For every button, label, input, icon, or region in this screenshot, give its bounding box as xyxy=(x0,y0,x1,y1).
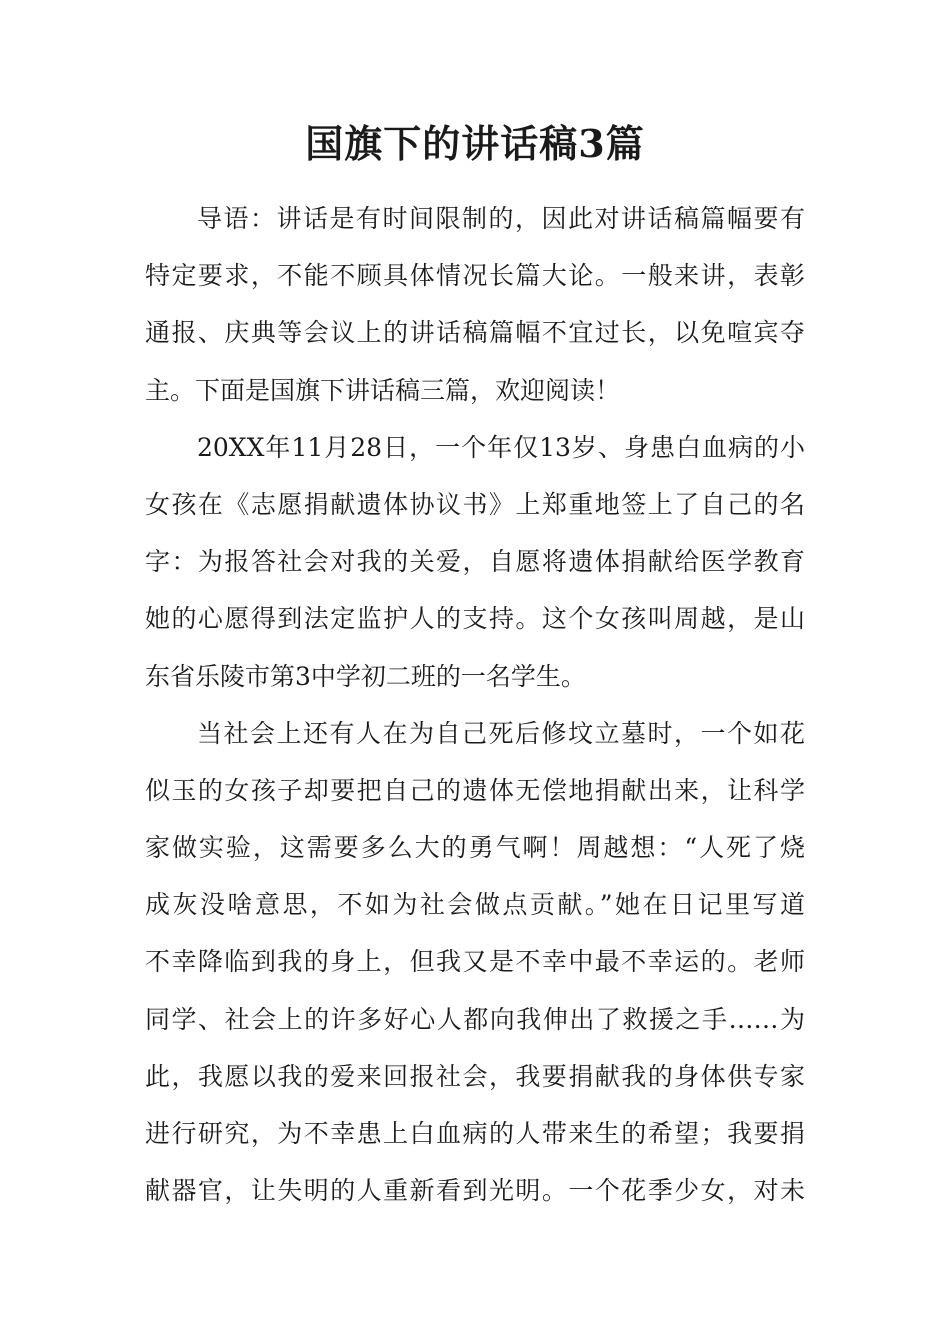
body-line: 东省乐陵市第3中学初二班的一名学生。 xyxy=(145,661,586,691)
body-line: 20XX年11月28日，一个年仅13岁、身患白血病的小 xyxy=(197,432,805,462)
body-line: 当社会上还有人在为自己死后修坟立墓时，一个如花 xyxy=(197,718,805,748)
body-line: 似玉的女孩子却要把自己的遗体无偿地捐献出来，让科学 xyxy=(145,775,805,805)
body-line: 女孩在《志愿捐献遗体协议书》上郑重地签上了自己的名 xyxy=(145,489,805,519)
body-line: 她的心愿得到法定监护人的支持。这个女孩叫周越，是山 xyxy=(145,604,805,634)
body-line: 通报、庆典等会议上的讲话稿篇幅不宜过长，以免喧宾夺 xyxy=(145,318,805,348)
document-body xyxy=(145,190,805,1219)
document-title: 国旗下的讲话稿3篇 xyxy=(305,121,645,166)
body-line: 此，我愿以我的爱来回报社会，我要捐献我的身体供专家 xyxy=(145,1061,805,1091)
body-line: 家做实验，这需要多么大的勇气啊！周越想：“人死了烧 xyxy=(145,833,805,863)
body-line: 主。下面是国旗下讲话稿三篇，欢迎阅读！ xyxy=(145,375,621,405)
body-line: 同学、社会上的许多好心人都向我伸出了救援之手……为 xyxy=(145,1004,805,1034)
body-line: 成灰没啥意思，不如为社会做点贡献。”她在日记里写道 xyxy=(145,890,805,920)
body-line: 字：为报答社会对我的关爱，自愿将遗体捐献给医学教育 xyxy=(145,547,805,577)
body-line: 特定要求，不能不顾具体情况长篇大论。一般来讲，表彰 xyxy=(145,261,805,291)
body-line: 导语：讲话是有时间限制的，因此对讲话稿篇幅要有 xyxy=(197,204,805,233)
body-line: 不幸降临到我的身上，但我又是不幸中最不幸运的。老师 xyxy=(145,947,805,977)
body-line: 献器官，让失明的人重新看到光明。一个花季少女，对未 xyxy=(145,1176,805,1206)
body-line: 进行研究，为不幸患上白血病的人带来生的希望；我要捐 xyxy=(145,1119,805,1148)
